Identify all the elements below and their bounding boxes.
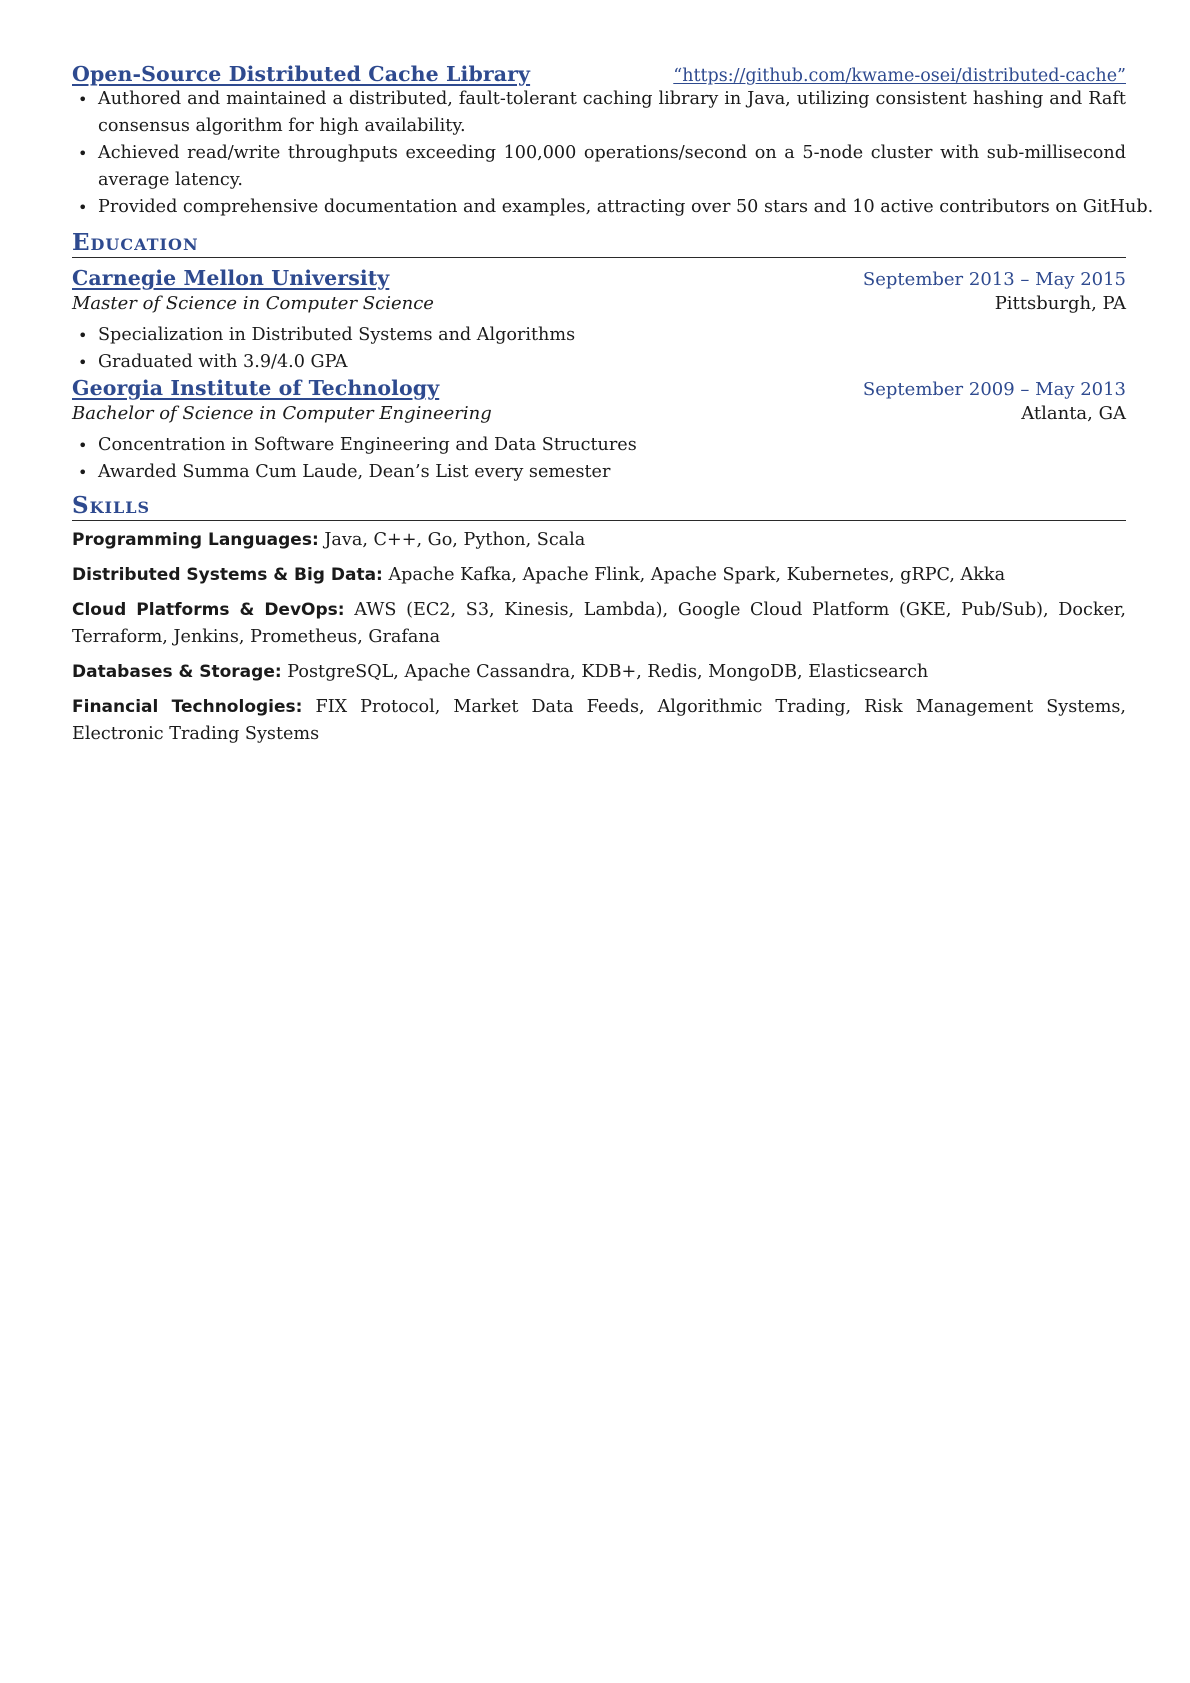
school-header bbox=[72, 266, 1126, 290]
project-header bbox=[72, 62, 1126, 86]
skill-row bbox=[72, 694, 1126, 748]
project-title-link[interactable]: Open-Source Distributed Cache Library bbox=[72, 62, 531, 86]
education-entry bbox=[72, 266, 1126, 376]
degree-title: Master of Science in Computer Science bbox=[72, 293, 434, 314]
list-item: • Provided comprehensive documentation and examples, attracting over 50 stars and 10 active contributors on GitHub. bbox=[72, 194, 1126, 221]
school-subheader bbox=[72, 293, 1126, 314]
skill-row bbox=[72, 659, 1126, 686]
list-item: • Specialization in Distributed Systems and Algorithms bbox=[72, 322, 1126, 349]
school-subheader bbox=[72, 403, 1126, 424]
skill-label: Distributed Systems & Big Data: bbox=[72, 565, 383, 585]
list-item: • Awarded Summa Cum Laude, Dean’s List every semester bbox=[72, 459, 1126, 486]
skill-label: Programming Languages: bbox=[72, 530, 319, 550]
skill-value: Apache Kafka, Apache Flink, Apache Spark, Kubernetes, gRPC, Akka bbox=[388, 565, 1006, 585]
list-item: • Achieved read/write throughputs exceeding 100,000 operations/second on a 5-node cluster with sub-millisecond average latency. bbox=[72, 140, 1126, 194]
degree-title: Bachelor of Science in Computer Engineering bbox=[72, 403, 492, 424]
school-name-link[interactable]: Georgia Institute of Technology bbox=[72, 376, 440, 400]
school-name-link[interactable]: Carnegie Mellon University bbox=[72, 266, 390, 290]
skill-label: Databases & Storage: bbox=[72, 662, 282, 682]
resume-content bbox=[72, 62, 1154, 748]
skill-value: AWS (EC2, S3, Kinesis, Lambda), Google Cloud Platform (GKE, Pub/Sub), Docker, Terraform, Jenkins, Prometheus, Grafana bbox=[72, 600, 1127, 647]
skill-label: Cloud Platforms & DevOps: bbox=[72, 600, 345, 620]
project-entry bbox=[72, 62, 1154, 221]
project-github-link[interactable]: “https://github.com/kwame-osei/distributed-cache” bbox=[673, 66, 1126, 86]
skills-list bbox=[72, 527, 1126, 748]
school-bullets bbox=[72, 432, 1126, 486]
school-dates: September 2009 – May 2013 bbox=[862, 379, 1126, 400]
school-header bbox=[72, 376, 1126, 400]
list-item: • Concentration in Software Engineering and Data Structures bbox=[72, 432, 1126, 459]
school-bullets bbox=[72, 322, 1126, 376]
project-bullets bbox=[72, 86, 1154, 221]
list-item: • Graduated with 3.9/4.0 GPA bbox=[72, 349, 1126, 376]
skill-value: Java, C++, Go, Python, Scala bbox=[324, 530, 586, 550]
skill-row bbox=[72, 562, 1126, 589]
school-location: Atlanta, GA bbox=[1021, 403, 1126, 424]
skills-heading: Skills bbox=[72, 492, 1126, 521]
school-location: Pittsburgh, PA bbox=[994, 293, 1126, 314]
education-entry bbox=[72, 376, 1126, 486]
skill-value: FIX Protocol, Market Data Feeds, Algorithmic Trading, Risk Management Systems, Electronic Trading Systems bbox=[72, 697, 1127, 744]
skill-value: PostgreSQL, Apache Cassandra, KDB+, Redis, MongoDB, Elasticsearch bbox=[287, 662, 929, 682]
skill-row bbox=[72, 597, 1126, 651]
list-item: • Authored and maintained a distributed, fault-tolerant caching library in Java, utilizing consistent hashing and Raft consensus algorithm for high availability. bbox=[72, 86, 1126, 140]
skill-row bbox=[72, 527, 1126, 554]
skill-label: Financial Technologies: bbox=[72, 697, 303, 717]
school-dates: September 2013 – May 2015 bbox=[862, 269, 1126, 290]
education-heading: Education bbox=[72, 229, 1126, 258]
